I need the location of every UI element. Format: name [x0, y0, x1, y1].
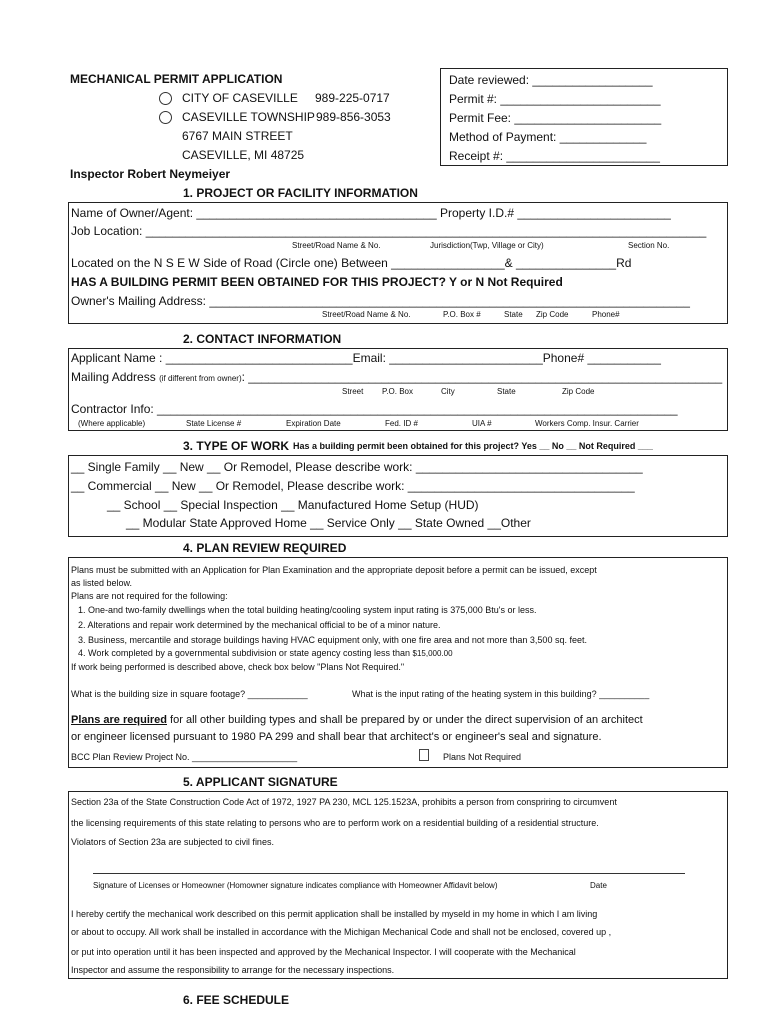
plans-required-line2: or engineer licensed pursuant to 1980 PA 299 and shall bear that architect's or engineer's seal and signature.: [71, 731, 602, 743]
sub-license: State License #: [186, 419, 242, 428]
section5-heading: 5. APPLICANT SIGNATURE: [183, 775, 338, 789]
section23a-text-3: Violators of Section 23a are subjected to civil fines.: [71, 837, 274, 847]
applicant-field[interactable]: Applicant Name : ____________________________Email: _______________________Phone# ___________: [71, 351, 661, 365]
plans-not-required-label: Plans Not Required: [443, 752, 522, 762]
sub-section: Section No.: [628, 241, 670, 250]
certify-text-2: or about to occupy. All work shall be installed in accordance with the Michigan Mechanical Code and shall not be enclosed, covered up ,: [71, 927, 612, 937]
inspector-name: Inspector Robert Neymeiyer: [70, 167, 231, 181]
signature-label: Signature of Licenses or Homeowner (Homowner signature indicates compliance with Homeowner Affidavit below): [93, 881, 498, 890]
section23a-text-2: the licensing requirements of this state relating to persons who are to perform work on a residential building of a residential structure.: [71, 818, 599, 828]
plans-required-text: for all other building types and shall be prepared by or under the direct supervision of an architect: [167, 714, 643, 726]
sub-jurisdiction: Jurisdiction(Twp, Village or City): [430, 241, 544, 250]
sub-expiration: Expiration Date: [286, 419, 341, 428]
township-radio[interactable]: [159, 111, 172, 124]
input-rating-field[interactable]: What is the input rating of the heating system in this building? __________: [352, 689, 650, 699]
sub-street-2: Street: [342, 387, 364, 396]
plans-item-2: 2. Alterations and repair work determined by the mechanical official to be of a minor nature.: [78, 620, 441, 630]
sub-zip-2: Zip Code: [562, 387, 595, 396]
plans-item-4-text: 4. Work completed by a governmental subdivision or state agency costing less than: [78, 648, 413, 658]
single-family-line[interactable]: __ Single Family __ New __ Or Remodel, Please describe work: __________________________________: [71, 460, 643, 474]
section4-heading: 4. PLAN REVIEW REQUIRED: [183, 541, 347, 555]
located-field[interactable]: Located on the N S E W Side of Road (Circle one) Between _________________& _______________Rd: [71, 256, 632, 270]
sub2-phone: Phone#: [592, 310, 620, 319]
city-phone: 989-225-0717: [315, 91, 390, 105]
certify-text-1: I hereby certify the mechanical work described on this permit application shall be installed by myseld in my home in which I am living: [71, 909, 598, 919]
permit-fee-field[interactable]: Permit Fee: ______________________: [449, 111, 662, 125]
plans-item-1: 1. One-and two-family dwellings when the total building heating/cooling system input rating is 375,000 Btu's or less.: [78, 605, 537, 615]
signature-line[interactable]: [93, 873, 685, 874]
plans-required-label: Plans are required: [71, 714, 167, 726]
certify-text-4: Inspector and assume the responsibility to arrange for the necessary inspections.: [71, 965, 395, 975]
address-line2: CASEVILLE, MI 48725: [182, 148, 305, 162]
school-line[interactable]: __ School __ Special Inspection __ Manufactured Home Setup (HUD): [107, 498, 479, 512]
sub-state-2: State: [497, 387, 516, 396]
form-title: MECHANICAL PERMIT APPLICATION: [70, 72, 283, 86]
plans-item-4-amount: $15,000.00: [412, 649, 453, 658]
sub2-zip: Zip Code: [536, 310, 569, 319]
sub-uia: UIA #: [472, 419, 492, 428]
sub2-po: P.O. Box #: [443, 310, 481, 319]
sub2-street: Street/Road Name & No.: [322, 310, 411, 319]
contractor-field[interactable]: Contractor Info: ______________________________________________________________________________: [71, 402, 678, 416]
plans-text-3: Plans are not required for the following:: [71, 591, 228, 601]
building-size-field[interactable]: What is the building size in square footage? ____________: [71, 689, 308, 699]
applicant-mailing-field[interactable]: [71, 370, 722, 384]
sub-po-2: P.O. Box: [382, 387, 413, 396]
city-radio[interactable]: [159, 92, 172, 105]
modular-line[interactable]: __ Modular State Approved Home __ Service Only __ State Owned __Other: [126, 516, 531, 530]
section6-heading: 6. FEE SCHEDULE: [183, 993, 290, 1007]
plans-text-1: Plans must be submitted with an Application for Plan Examination and the appropriate deposit before a permit can be issued, except: [71, 565, 597, 575]
building-permit-question: HAS A BUILDING PERMIT BEEN OBTAINED FOR THIS PROJECT? Y or N Not Required: [71, 275, 563, 289]
receipt-number-field[interactable]: Receipt #: _______________________: [449, 149, 660, 163]
sub-city-2: City: [441, 387, 455, 396]
date-reviewed-field[interactable]: Date reviewed: __________________: [449, 73, 653, 87]
sub-fed-id: Fed. ID #: [385, 419, 418, 428]
certify-text-3: or put into operation until it has been inspected and approved by the Mechanical Inspector. I will cooperate with the Mechanical: [71, 947, 576, 957]
section2-heading: 2. CONTACT INFORMATION: [183, 332, 342, 346]
plans-text-2: as listed below.: [71, 578, 133, 588]
section23a-text-1: Section 23a of the State Construction Code Act of 1972, 1927 PA 230, MCL 125.1523A, prohibits a person from conspriring to circumvent: [71, 797, 617, 807]
plans-required-line1: [71, 714, 643, 726]
township-name: CASEVILLE TOWNSHIP: [182, 110, 315, 124]
township-phone: 989-856-3053: [316, 110, 391, 124]
plans-text-4: If work being performed is described above, check box below "Plans Not Required.": [71, 662, 405, 672]
section3-question: Has a building permit been obtained for this project? Yes __ No __ Not Required ___: [293, 441, 653, 451]
bcc-project-field[interactable]: BCC Plan Review Project No. _____________________: [71, 752, 298, 762]
section1-heading: 1. PROJECT OR FACILITY INFORMATION: [183, 186, 418, 200]
plans-item-4: [78, 648, 453, 658]
owner-mailing-field[interactable]: Owner's Mailing Address: ________________________________________________________________________: [71, 294, 690, 308]
plans-not-required-checkbox[interactable]: [419, 749, 429, 761]
section3-heading: 3. TYPE OF WORK: [183, 439, 290, 453]
sub-street: Street/Road Name & No.: [292, 241, 381, 250]
mailing-note: (if different from owner): [159, 374, 242, 383]
city-name: CITY OF CASEVILLE: [182, 91, 298, 105]
sub-workers-comp: Workers Comp. Insur. Carrier: [535, 419, 639, 428]
where-applicable: (Where applicable): [78, 419, 146, 428]
mailing-label: Mailing Address: [71, 370, 156, 384]
job-location-field[interactable]: Job Location: ____________________________________________________________________________________: [71, 224, 707, 238]
plans-item-3: 3. Business, mercantile and storage buildings having HVAC equipment only, with one fire area and not more than 3,500 sq. feet.: [78, 635, 587, 645]
date-label: Date: [590, 881, 607, 890]
owner-agent-field[interactable]: Name of Owner/Agent: ____________________________________ Property I.D.# _______________________: [71, 206, 671, 220]
commercial-line[interactable]: __ Commercial __ New __ Or Remodel, Please describe work: __________________________________: [71, 479, 635, 493]
sub2-state: State: [504, 310, 523, 319]
permit-number-field[interactable]: Permit #: ________________________: [449, 92, 661, 106]
address-line1: 6767 MAIN STREET: [182, 129, 293, 143]
mailing-blank: : _______________________________________________________________________: [241, 370, 723, 384]
payment-method-field[interactable]: Method of Payment: _____________: [449, 130, 647, 144]
